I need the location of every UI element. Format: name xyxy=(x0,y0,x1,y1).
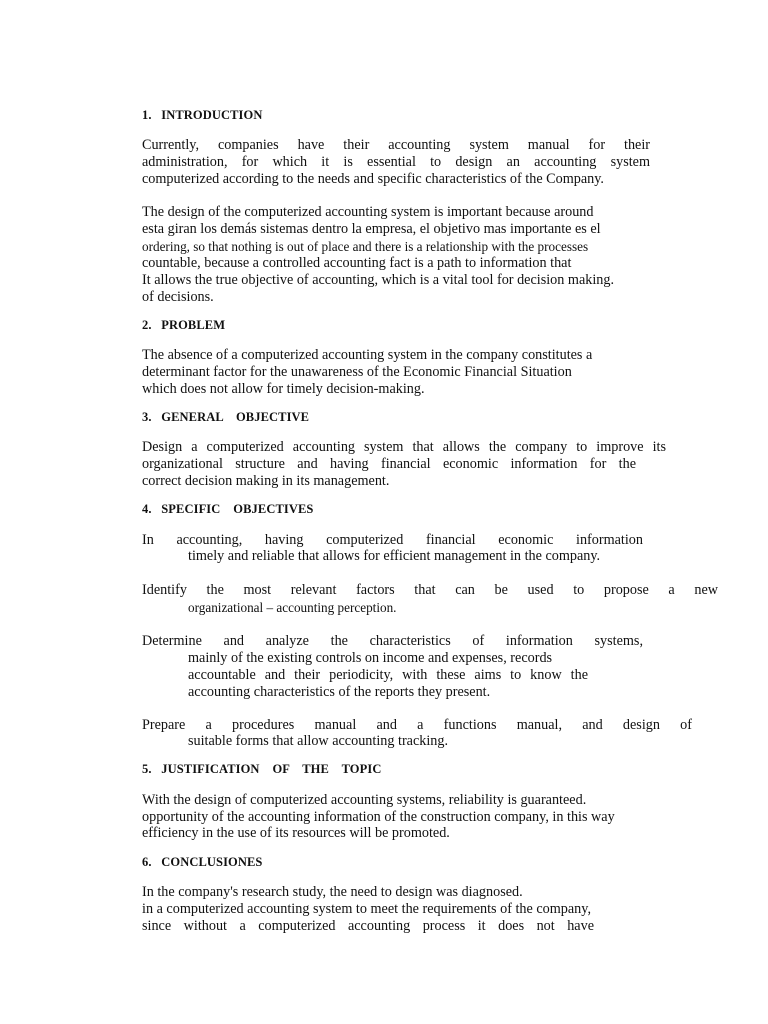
section-heading-general-objective: 3. GENERAL OBJECTIVE xyxy=(142,410,310,424)
objective-item-line: Prepare a procedures manual and a functions manual, and design of xyxy=(142,717,692,733)
objective-item-line: In accounting, having computerized financial economic information xyxy=(142,532,643,548)
paragraph-line: ordering, so that nothing is out of place and there is a relationship with the processes xyxy=(142,239,589,254)
paragraph-line: computerized according to the needs and specific characteristics of the Company. xyxy=(142,171,604,187)
paragraph-line: esta giran los demás sistemas dentro la empresa, el objetivo mas importante es el xyxy=(142,221,601,237)
objective-item-line: mainly of the existing controls on income and expenses, records xyxy=(188,650,553,666)
section-heading-conclusions: 6. CONCLUSIONES xyxy=(142,855,263,869)
objective-item-line: Determine and analyze the characteristics of information systems, xyxy=(142,633,643,649)
paragraph-line: The design of the computerized accounting system is important because around xyxy=(142,204,594,220)
paragraph-line: Currently, companies have their accounting system manual for their xyxy=(142,137,650,153)
paragraph-line: determinant factor for the unawareness of the Economic Financial Situation xyxy=(142,364,572,380)
paragraph-line: administration, for which it is essential to design an accounting system xyxy=(142,154,650,170)
paragraph-line: since without a computerized accounting process it does not have xyxy=(142,918,594,934)
paragraph-line: correct decision making in its management. xyxy=(142,473,390,489)
paragraph-line: in a computerized accounting system to meet the requirements of the company, xyxy=(142,901,591,917)
paragraph-line: organizational structure and having financial economic information for the xyxy=(142,456,636,472)
objective-item-line: organizational – accounting perception. xyxy=(188,600,397,615)
section-heading-specific-objectives: 4. SPECIFIC OBJECTIVES xyxy=(142,502,314,516)
paragraph-line: countable, because a controlled accounting fact is a path to information that xyxy=(142,255,572,271)
objective-item-line: timely and reliable that allows for efficient management in the company. xyxy=(188,548,601,564)
paragraph-line: efficiency in the use of its resources will be promoted. xyxy=(142,825,450,841)
paragraph-line: of decisions. xyxy=(142,289,214,305)
paragraph-line: With the design of computerized accounting systems, reliability is guaranteed. xyxy=(142,792,587,808)
objective-item-line: suitable forms that allow accounting tracking. xyxy=(188,733,449,749)
paragraph-line: opportunity of the accounting information of the construction company, in this way xyxy=(142,809,615,825)
objective-item-line: accountable and their periodicity, with these aims to know the xyxy=(188,667,588,683)
paragraph-line: It allows the true objective of accounting, which is a vital tool for decision making. xyxy=(142,272,615,288)
paragraph-line: Design a computerized accounting system that allows the company to improve its xyxy=(142,439,666,455)
paragraph-line: The absence of a computerized accounting system in the company constitutes a xyxy=(142,347,593,363)
paragraph-line: which does not allow for timely decision-making. xyxy=(142,381,425,397)
section-heading-justification: 5. JUSTIFICATION OF THE TOPIC xyxy=(142,762,382,776)
section-heading-introduction: 1. INTRODUCTION xyxy=(142,108,263,122)
objective-item-line: accounting characteristics of the reports they present. xyxy=(188,684,491,700)
section-heading-problem: 2. PROBLEM xyxy=(142,318,226,332)
paragraph-line: In the company's research study, the need to design was diagnosed. xyxy=(142,884,523,900)
objective-item-line: Identify the most relevant factors that can be used to propose a new xyxy=(142,582,718,598)
